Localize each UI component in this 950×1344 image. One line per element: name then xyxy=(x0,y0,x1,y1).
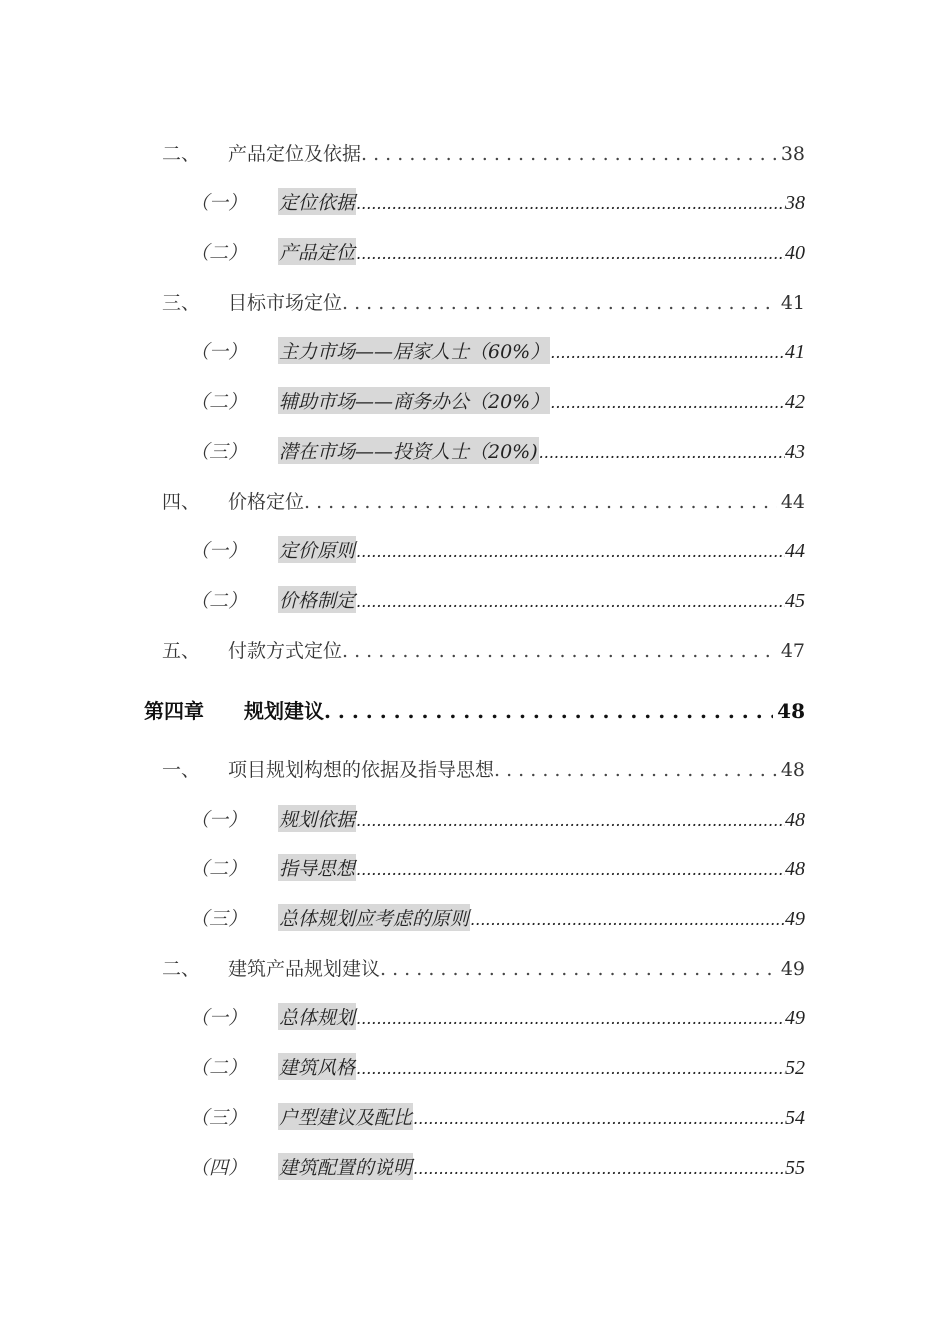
toc-entry-title: 规划依据 xyxy=(278,805,356,832)
toc-entry-subsection[interactable] xyxy=(190,387,805,414)
toc-entry-number: 五、 xyxy=(162,640,201,662)
toc-entry-title: 价格定位 xyxy=(228,491,305,513)
dot-leader xyxy=(356,860,785,879)
dot-leader xyxy=(356,244,785,263)
toc-entry-number: （二） xyxy=(190,242,248,264)
toc-entry-number: （一） xyxy=(190,341,248,363)
toc-entry-page: 55 xyxy=(785,1157,805,1179)
toc-entry-title: 目标市场定位 xyxy=(228,292,343,314)
toc-entry-section[interactable] xyxy=(162,139,805,166)
toc-entry-page: 41 xyxy=(780,292,805,314)
toc-entry-page: 48 xyxy=(785,809,805,831)
toc-entry-subsection[interactable] xyxy=(190,437,805,464)
toc-entry-number: （三） xyxy=(190,908,248,930)
toc-entry-title: 付款方式定位 xyxy=(228,640,343,662)
toc-entry-subsection[interactable] xyxy=(190,1103,805,1130)
toc-entry-subsection[interactable] xyxy=(190,854,805,881)
toc-entry-number: 二、 xyxy=(162,143,201,165)
toc-entry-page: 54 xyxy=(785,1107,805,1129)
toc-entry-title: 辅助市场——商务办公（20%） xyxy=(278,387,550,414)
toc-entry-page: 41 xyxy=(785,341,805,363)
dot-leader xyxy=(413,1109,785,1128)
toc-entry-page: 44 xyxy=(785,540,805,562)
toc-entry-page: 45 xyxy=(785,590,805,612)
dot-leader xyxy=(356,542,785,561)
toc-entry-subsection[interactable] xyxy=(190,536,805,563)
toc-entry-page: 49 xyxy=(780,958,805,980)
dot-leader xyxy=(550,393,785,412)
toc-entry-title: 定位依据 xyxy=(278,188,356,215)
dot-leader xyxy=(356,194,785,213)
toc-entry-subsection[interactable] xyxy=(190,1003,805,1030)
toc-entry-number: （二） xyxy=(190,590,248,612)
toc-entry-title: 建筑产品规划建议 xyxy=(228,958,381,980)
toc-entry-title: 潜在市场——投资人士（20%) xyxy=(278,437,539,464)
dot-leader xyxy=(361,143,777,165)
toc-entry-title: 规划建议 xyxy=(244,699,324,723)
dot-leader xyxy=(342,292,777,314)
toc-entry-title: 建筑配置的说明 xyxy=(278,1153,413,1180)
toc-entry-section[interactable] xyxy=(162,487,805,514)
toc-entry-section[interactable] xyxy=(162,954,805,981)
toc-entry-title: 价格制定 xyxy=(278,586,356,613)
toc-entry-number: 二、 xyxy=(162,958,201,980)
toc-entry-subsection[interactable] xyxy=(190,904,805,931)
dot-leader xyxy=(380,958,777,980)
toc-entry-title: 主力市场——居家人士（60%） xyxy=(278,337,550,364)
toc-entry-section[interactable] xyxy=(162,636,805,663)
toc-entry-page: 49 xyxy=(785,1007,805,1029)
toc-entry-subsection[interactable] xyxy=(190,337,805,364)
toc-entry-subsection[interactable] xyxy=(190,1153,805,1180)
toc-entry-title: 户型建议及配比 xyxy=(278,1103,413,1130)
toc-entry-page: 49 xyxy=(785,908,805,930)
dot-leader xyxy=(413,1159,785,1178)
toc-entry-subsection[interactable] xyxy=(190,586,805,613)
toc-entry-number: （一） xyxy=(190,540,248,562)
toc-entry-number: （三） xyxy=(190,1107,248,1129)
toc-entry-page: 52 xyxy=(785,1057,805,1079)
toc-entry-page: 42 xyxy=(785,391,805,413)
toc-entry-page: 47 xyxy=(780,640,805,662)
toc-entry-page: 40 xyxy=(785,242,805,264)
toc-entry-page: 48 xyxy=(785,858,805,880)
dot-leader xyxy=(324,699,773,723)
toc-entry-number: （一） xyxy=(190,192,248,214)
toc-entry-title: 产品定位及依据 xyxy=(228,143,362,165)
toc-entry-section[interactable] xyxy=(162,755,805,782)
dot-leader xyxy=(356,811,785,830)
toc-entry-number: （二） xyxy=(190,858,248,880)
toc-entry-page: 48 xyxy=(780,759,805,781)
toc-entry-number: （二） xyxy=(190,1057,248,1079)
toc-entry-chapter[interactable] xyxy=(144,695,805,724)
toc-entry-number: 四、 xyxy=(162,491,201,513)
dot-leader xyxy=(494,759,777,781)
toc-entry-page: 44 xyxy=(780,491,805,513)
toc-entry-subsection[interactable] xyxy=(190,188,805,215)
toc-entry-number: 三、 xyxy=(162,292,201,314)
toc-entry-section[interactable] xyxy=(162,288,805,315)
dot-leader xyxy=(539,443,785,462)
toc-entry-title: 项目规划构想的依据及指导思想 xyxy=(228,759,495,781)
toc-entry-title: 定价原则 xyxy=(278,536,356,563)
dot-leader xyxy=(342,640,777,662)
toc-entry-number: （一） xyxy=(190,1007,248,1029)
dot-leader xyxy=(304,491,777,513)
toc-entry-title: 建筑风格 xyxy=(278,1053,356,1080)
dot-leader xyxy=(356,1009,785,1028)
toc-entry-subsection[interactable] xyxy=(190,1053,805,1080)
toc-entry-subsection[interactable] xyxy=(190,805,805,832)
toc-entry-number: 一、 xyxy=(162,759,201,781)
toc-entry-title: 产品定位 xyxy=(278,238,356,265)
toc-entry-number: （二） xyxy=(190,391,248,413)
dot-leader xyxy=(470,910,785,929)
dot-leader xyxy=(356,592,785,611)
toc-entry-title: 总体规划 xyxy=(278,1003,356,1030)
toc-entry-title: 指导思想 xyxy=(278,854,356,881)
toc-entry-number: （四） xyxy=(190,1157,248,1179)
toc-entry-number: （一） xyxy=(190,809,248,831)
toc-entry-number: 第四章 xyxy=(144,699,204,723)
toc-entry-page: 48 xyxy=(777,699,805,723)
toc-entry-page: 38 xyxy=(780,143,805,165)
toc-entry-subsection[interactable] xyxy=(190,238,805,265)
toc-entry-page: 43 xyxy=(785,441,805,463)
dot-leader xyxy=(550,343,785,362)
toc-entry-number: （三） xyxy=(190,441,248,463)
toc-entry-title: 总体规划应考虑的原则 xyxy=(278,904,470,931)
toc-entry-page: 38 xyxy=(785,192,805,214)
dot-leader xyxy=(356,1059,785,1078)
